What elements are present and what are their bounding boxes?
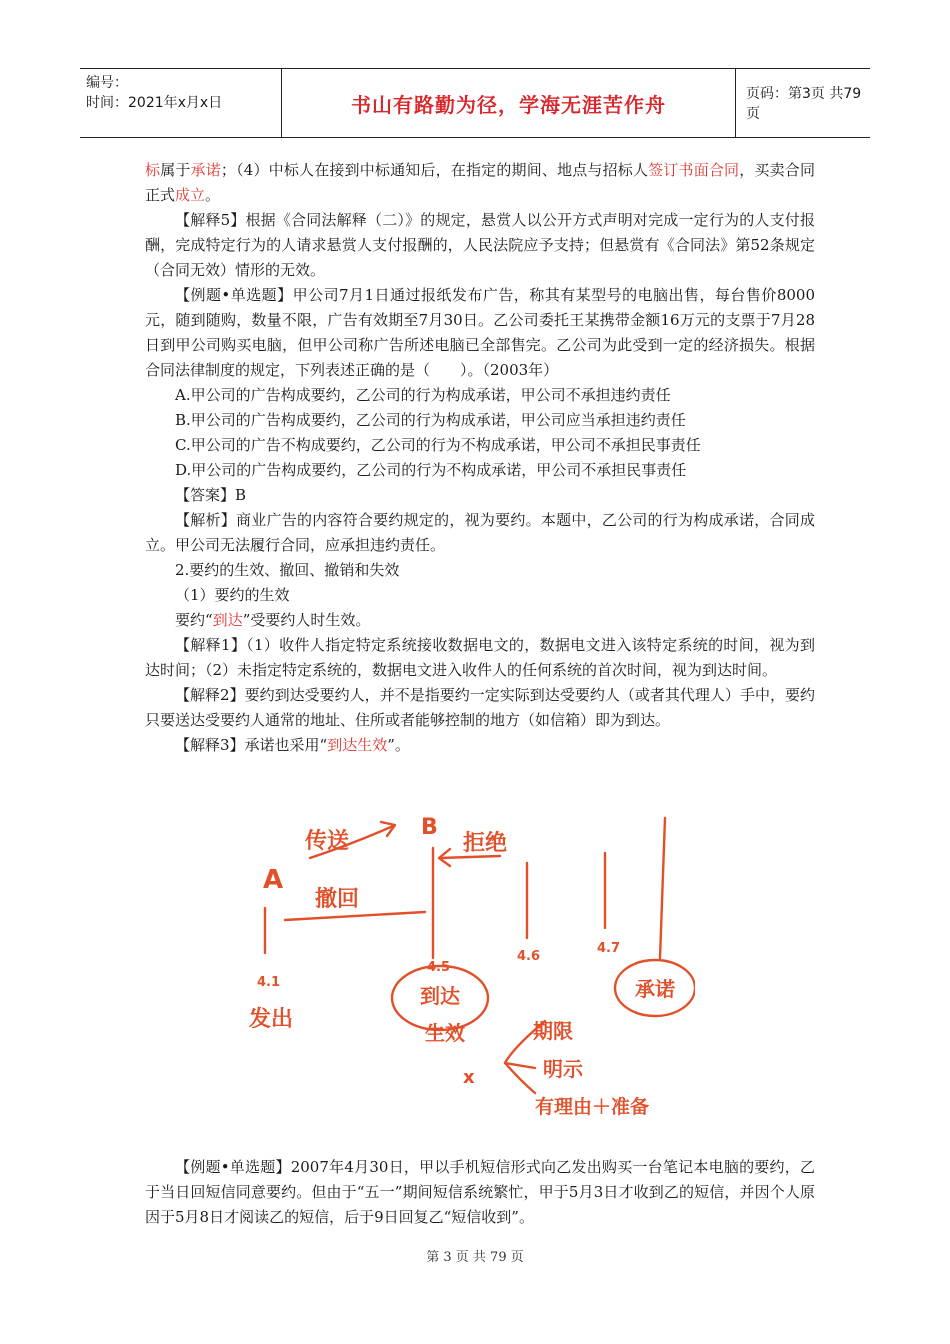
paragraph: [145, 733, 815, 758]
header-page-label: 页码：第3页 共79页: [746, 86, 862, 122]
header-motto: 书山有路勤为径，学海无涯苦作舟: [282, 69, 736, 137]
label-explicit: 明示: [543, 1057, 583, 1081]
page-header: [80, 68, 870, 138]
analysis: 【解析】商业广告的内容符合要约规定的，视为要约。本题中，乙公司的行为构成承诺，合同成立。甲公司无法履行合同，应承担违约责任。: [145, 511, 815, 554]
question-paragraph: 【例题•单选题】2007年4月30日，甲以手机短信形式向乙发出购买一台笔记本电脑的要约，乙于当日回短信同意要约。但由于“五一”期间短信系统繁忙，甲于5月3日才收到乙的短信，并因个人原因于5月8日才阅读乙的短信，后于9日回复乙“短信收到”。: [145, 1158, 815, 1226]
highlight-text: 到达: [212, 611, 243, 629]
paragraph: 【解释2】要约到达受要约人，并不是指要约一定实际到达受要约人（或者其代理人）手中，要约只要送达受要约人通常的地址、住所或者能够控制的地方（如信箱）即为到达。: [145, 686, 815, 729]
label-effect: 生效: [425, 1021, 465, 1045]
document-body-continued: [145, 1155, 815, 1230]
text: ；（4）中标人在接到中标通知后，在指定的期间、地点与招标人: [220, 161, 649, 179]
withdraw-line: [285, 912, 425, 920]
label-x: x: [463, 1067, 475, 1088]
reject-arrow: [440, 856, 500, 858]
label-date-45: 4.5: [427, 960, 451, 975]
document-body: [145, 158, 815, 758]
text: ，买卖合同正式: [145, 161, 815, 204]
option-c: C.甲公司的广告不构成要约，乙公司的行为不构成承诺，甲公司不承担民事责任: [175, 436, 701, 454]
label-issue: 发出: [249, 1007, 294, 1032]
text: 属于: [160, 161, 191, 179]
highlight-text: 成立: [175, 186, 206, 204]
highlight-text: 标: [145, 161, 161, 179]
label-a: A: [263, 865, 284, 895]
label-period: 期限: [533, 1019, 573, 1043]
paragraph: [145, 158, 815, 208]
paragraph: [145, 608, 815, 633]
text: 【解释3】承诺也采用“: [175, 736, 328, 754]
subsection-heading: （1）要约的生效: [175, 586, 290, 604]
text: 。: [205, 186, 221, 204]
label-accept: 承诺: [635, 977, 675, 1001]
option-a: A.甲公司的广告构成要约，乙公司的行为构成承诺，甲公司不承担违约责任: [175, 386, 671, 404]
highlight-text: 承诺: [190, 161, 221, 179]
paragraph: 【解释5】根据《合同法解释（二）》的规定，悬赏人以公开方式声明对完成一定行为的人支付报酬，完成特定行为的人请求悬赏人支付报酬的，人民法院应予支持；但悬赏有《合同法》第52条规定（合同无效）情形的无效。: [145, 211, 815, 279]
label-withdraw: 撤回: [315, 887, 360, 912]
header-meta: [80, 69, 282, 137]
date-label: 时间：2021年x月x日: [86, 95, 223, 111]
label-reject: 拒绝: [463, 831, 508, 856]
highlight-text: 到达生效: [327, 736, 388, 754]
paragraph: 【解释1】（1）收件人指定特定系统接收数据电文的，数据电文进入该特定系统的时间，视为到达时间；（2）未指定特定系统的，数据电文进入收件人的任何系统的首次时间，视为到达时间。: [145, 636, 815, 679]
label-b: B: [421, 815, 438, 840]
text: 要约“: [175, 611, 213, 629]
option-d: D.甲公司的广告构成要约，乙公司的行为不构成承诺，甲公司不承担民事责任: [175, 461, 687, 479]
highlight-text: 签订书面合同: [648, 161, 740, 179]
page-footer: 第 3 页 共 79 页: [426, 1250, 524, 1265]
timeline-mark-accept: [660, 818, 665, 958]
text: ”。: [387, 736, 410, 754]
label-send: 传送: [305, 829, 350, 854]
handwritten-sketch: [235, 808, 695, 1133]
number-label: 编号：: [86, 75, 128, 91]
label-date-46: 4.6: [517, 949, 541, 964]
section-heading: 2.要约的生效、撤回、撤销和失效: [175, 561, 400, 579]
answer: 【答案】B: [175, 486, 247, 504]
text: ”受要约人时生效。: [242, 611, 371, 629]
label-date-41: 4.1: [257, 975, 281, 990]
question-paragraph: 【例题•单选题】甲公司7月1日通过报纸发布广告，称其有某型号的电脑出售，每台售价8000元，随到随购，数量不限，广告有效期至7月30日。乙公司委托王某携带金额16万元的支票于7月28日到甲公司购买电脑，但甲公司称广告所述电脑已全部售完。乙公司为此受到一定的经济损失。根据合同法律制度的规定，下列表述正确的是（ ）。（2003年）: [145, 286, 815, 379]
label-date-47: 4.7: [597, 941, 621, 956]
option-b: B.甲公司的广告构成要约，乙公司的行为构成承诺，甲公司应当承担违约责任: [175, 411, 686, 429]
label-arrive: 到达: [420, 984, 460, 1008]
label-reason: 有理由＋准备: [535, 1096, 650, 1118]
